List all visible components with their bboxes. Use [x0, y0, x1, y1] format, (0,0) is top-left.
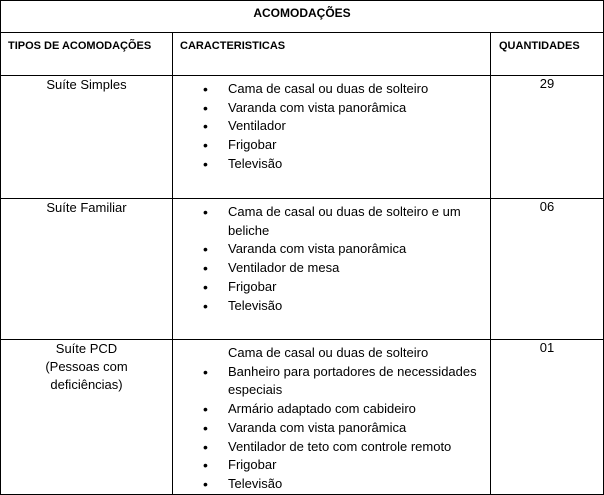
quantity-value: 01 [539, 340, 555, 355]
features-cell [173, 76, 491, 199]
list-item: • Televisão [173, 475, 490, 494]
list-item: • Armário adaptado com cabideiro [173, 400, 490, 419]
feature-list [173, 199, 490, 315]
table-title-text: ACOMODAÇÕES [253, 6, 351, 20]
header-type-text: TIPOS DE ACOMODAÇÕES [8, 40, 152, 52]
list-item: • Ventilador de teto com controle remoto [173, 438, 490, 457]
features-cell [173, 199, 491, 340]
quantity-cell [491, 340, 604, 495]
type-label: Suíte Familiar [46, 200, 127, 215]
list-item: • Banheiro para portadores de necessidades especiais [173, 363, 490, 400]
list-item: • Frigobar [173, 456, 490, 475]
type-cell [1, 199, 173, 340]
header-type [1, 33, 173, 76]
type-cell [1, 76, 173, 199]
list-item: • Televisão [173, 297, 490, 316]
header-features [173, 33, 491, 76]
quantity-cell [491, 199, 604, 340]
table-title [1, 1, 604, 33]
list-item: • Frigobar [173, 278, 490, 297]
list-item: • Ventilador [173, 117, 490, 136]
type-label-line: (Pessoas com [45, 359, 128, 374]
list-item: Cama de casal ou duas de solteiro [228, 345, 429, 360]
type-label: Suíte PCD [55, 341, 118, 356]
feature-list [173, 340, 490, 494]
list-item: • Varanda com vista panorâmica [173, 240, 490, 259]
header-features-text: CARACTERISTICAS [180, 40, 286, 52]
table-row [1, 76, 604, 199]
feature-list [173, 76, 490, 174]
table-row [1, 199, 604, 340]
list-item: • Ventilador de mesa [173, 259, 490, 278]
header-quantity-text: QUANTIDADES [499, 40, 580, 52]
quantity-cell [491, 76, 604, 199]
type-label: Suíte Simples [46, 77, 127, 92]
quantity-value: 29 [539, 76, 555, 91]
features-cell [173, 340, 491, 495]
type-cell [1, 340, 173, 495]
list-item: • Televisão [173, 155, 490, 174]
list-item: • Cama de casal ou duas de solteiro e um beliche [173, 203, 490, 240]
list-item: • Varanda com vista panorâmica [173, 419, 490, 438]
list-item: • Cama de casal ou duas de solteiro [173, 80, 490, 99]
quantity-value: 06 [539, 199, 555, 214]
type-label-line: deficiências) [50, 377, 123, 392]
header-quantity [491, 33, 604, 76]
list-item: • Varanda com vista panorâmica [173, 99, 490, 118]
list-item: • Frigobar [173, 136, 490, 155]
table-row [1, 340, 604, 495]
